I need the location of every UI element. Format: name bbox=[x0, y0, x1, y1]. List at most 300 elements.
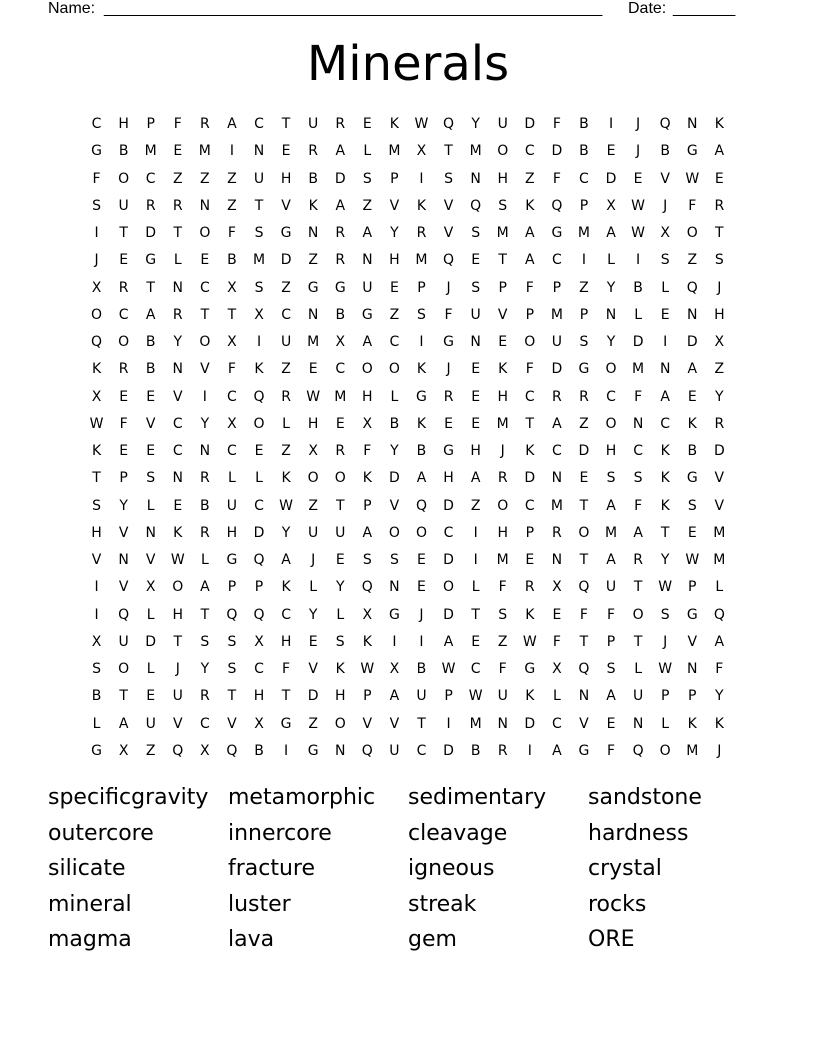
grid-letter: P bbox=[227, 579, 237, 596]
grid-row bbox=[83, 166, 733, 193]
grid-letter: S bbox=[579, 334, 589, 350]
grid-letter: N bbox=[307, 225, 319, 241]
word-list-item: streak bbox=[408, 891, 477, 917]
grid-letter: N bbox=[172, 470, 184, 487]
grid-letter: E bbox=[146, 688, 156, 705]
grid-letter: U bbox=[497, 116, 508, 132]
grid-letter: U bbox=[118, 197, 129, 214]
grid-letter: M bbox=[307, 334, 320, 350]
grid-letter: P bbox=[525, 306, 535, 323]
grid-letter: Z bbox=[389, 306, 400, 323]
grid-letter: V bbox=[362, 715, 373, 732]
grid-letter: A bbox=[714, 633, 725, 650]
grid-letter: Y bbox=[200, 661, 210, 677]
grid-letter: E bbox=[606, 715, 616, 732]
grid-letter: C bbox=[389, 334, 400, 350]
grid-letter: N bbox=[172, 279, 184, 296]
grid-letter: V bbox=[172, 715, 183, 732]
grid-letter: M bbox=[198, 143, 211, 160]
grid-letter: K bbox=[416, 361, 427, 378]
grid-letter: S bbox=[92, 661, 101, 677]
grid-letter: K bbox=[254, 361, 264, 378]
word-list-item: silicate bbox=[48, 856, 126, 881]
grid-letter: B bbox=[416, 443, 427, 459]
grid-letter: H bbox=[280, 170, 292, 187]
grid-letter: A bbox=[335, 197, 346, 214]
grid-letter: I bbox=[229, 143, 234, 160]
grid-letter: V bbox=[91, 552, 102, 568]
date-field[interactable]: _______ bbox=[673, 0, 736, 17]
grid-letter: A bbox=[633, 524, 643, 541]
grid-letter: G bbox=[686, 143, 698, 160]
grid-letter: W bbox=[468, 688, 483, 705]
grid-letter: K bbox=[416, 197, 427, 214]
grid-letter: G bbox=[551, 225, 563, 241]
grid-letter: Q bbox=[253, 388, 265, 405]
grid-letter: U bbox=[226, 497, 238, 514]
grid-letter: F bbox=[227, 225, 236, 241]
grid-letter: U bbox=[632, 688, 644, 705]
grid-letter: K bbox=[687, 715, 697, 732]
grid-letter: H bbox=[497, 388, 508, 405]
grid-letter: X bbox=[227, 334, 237, 350]
word-list-item: cleavage bbox=[408, 820, 508, 846]
grid-letter: Q bbox=[470, 197, 482, 214]
grid-letter: A bbox=[118, 715, 129, 732]
grid-letter: N bbox=[551, 552, 563, 568]
grid-letter: K bbox=[416, 415, 427, 432]
grid-letter: Q bbox=[443, 116, 455, 132]
grid-letter: S bbox=[606, 470, 616, 487]
grid-letter: W bbox=[631, 225, 646, 241]
grid-letter: L bbox=[173, 252, 182, 269]
grid-letter: G bbox=[334, 279, 346, 296]
grid-letter: W bbox=[522, 633, 537, 650]
grid-letter: D bbox=[443, 552, 454, 568]
grid-letter: F bbox=[173, 116, 182, 132]
grid-letter: A bbox=[443, 633, 454, 650]
grid-letter: E bbox=[417, 552, 426, 568]
grid-letter: I bbox=[473, 552, 478, 568]
grid-letter: G bbox=[91, 742, 102, 759]
grid-letter: S bbox=[92, 197, 101, 214]
grid-letter: A bbox=[362, 225, 373, 241]
grid-letter: P bbox=[363, 497, 372, 514]
grid-letter: Q bbox=[91, 334, 103, 350]
word-list bbox=[48, 780, 768, 958]
grid-letter: D bbox=[524, 715, 536, 732]
grid-letter: Y bbox=[715, 688, 724, 705]
grid-letter: Q bbox=[253, 606, 265, 623]
grid-row bbox=[83, 329, 733, 356]
grid-letter: E bbox=[606, 143, 616, 160]
grid-letter: V bbox=[145, 552, 156, 568]
grid-letter: F bbox=[552, 116, 561, 132]
grid-letter: N bbox=[659, 361, 671, 378]
grid-letter: Z bbox=[579, 415, 589, 432]
grid-letter: Y bbox=[281, 524, 291, 541]
grid-letter: L bbox=[471, 579, 480, 596]
grid-letter: M bbox=[334, 388, 347, 405]
grid-letter: E bbox=[471, 415, 481, 432]
grid-letter: C bbox=[633, 443, 643, 459]
grid-letter: T bbox=[660, 524, 670, 541]
grid-letter: V bbox=[118, 579, 129, 596]
grid-letter: Z bbox=[579, 279, 589, 296]
grid-letter: M bbox=[496, 552, 509, 568]
grid-letter: A bbox=[606, 225, 616, 241]
grid-letter: E bbox=[633, 170, 643, 187]
grid-letter: P bbox=[146, 116, 155, 132]
grid-letter: U bbox=[308, 116, 319, 132]
grid-letter: U bbox=[551, 334, 562, 350]
grid-letter: Y bbox=[119, 497, 128, 514]
grid-letter: K bbox=[281, 470, 291, 487]
grid-letter: K bbox=[335, 661, 345, 677]
grid-letter: P bbox=[606, 633, 616, 650]
grid-letter: T bbox=[471, 606, 480, 623]
grid-letter: X bbox=[416, 143, 427, 160]
grid-letter: O bbox=[632, 606, 644, 623]
grid-row bbox=[83, 738, 733, 765]
grid-letter: K bbox=[714, 116, 724, 132]
grid-letter: V bbox=[118, 524, 129, 541]
grid-letter: O bbox=[334, 715, 346, 732]
grid-letter: W bbox=[658, 579, 673, 596]
grid-letter: L bbox=[255, 470, 263, 487]
grid-letter: E bbox=[173, 497, 183, 514]
grid-letter: I bbox=[636, 252, 641, 269]
grid-letter: C bbox=[227, 388, 237, 405]
grid-letter: M bbox=[686, 742, 699, 759]
grid-letter: O bbox=[497, 143, 509, 160]
grid-letter: N bbox=[470, 170, 481, 187]
grid-letter: T bbox=[227, 306, 237, 323]
grid-letter: C bbox=[281, 606, 291, 623]
grid-letter: K bbox=[498, 361, 508, 378]
grid-letter: P bbox=[119, 470, 128, 487]
grid-letter: N bbox=[335, 742, 346, 759]
grid-letter: U bbox=[470, 306, 481, 323]
grid-row bbox=[83, 220, 733, 247]
grid-letter: V bbox=[687, 633, 698, 650]
grid-letter: E bbox=[119, 388, 129, 405]
grid-letter: D bbox=[551, 143, 563, 160]
grid-letter: N bbox=[687, 306, 698, 323]
grid-letter: D bbox=[551, 361, 563, 378]
grid-letter: B bbox=[416, 661, 427, 677]
grid-letter: K bbox=[91, 361, 102, 378]
grid-letter: B bbox=[633, 279, 643, 296]
grid-letter: V bbox=[389, 197, 400, 214]
grid-letter: A bbox=[606, 688, 616, 705]
grid-letter: T bbox=[146, 279, 155, 296]
grid-letter: U bbox=[308, 524, 319, 541]
grid-letter: W bbox=[441, 661, 456, 677]
grid-letter: J bbox=[636, 116, 641, 132]
grid-letter: E bbox=[281, 143, 291, 160]
grid-letter: F bbox=[119, 415, 128, 432]
grid-letter: S bbox=[660, 606, 670, 623]
grid-row bbox=[83, 465, 733, 492]
grid-letter: K bbox=[281, 579, 291, 596]
grid-letter: Y bbox=[308, 606, 318, 623]
grid-letter: B bbox=[470, 742, 481, 759]
grid-row bbox=[83, 193, 733, 220]
grid-letter: G bbox=[307, 279, 319, 296]
grid-letter: G bbox=[361, 306, 373, 323]
grid-letter: X bbox=[254, 633, 264, 650]
grid-letter: Q bbox=[415, 497, 427, 514]
grid-letter: H bbox=[714, 306, 725, 323]
grid-letter: I bbox=[419, 334, 424, 350]
grid-letter: Q bbox=[226, 742, 238, 759]
grid-letter: Z bbox=[281, 361, 291, 378]
grid-letter: O bbox=[686, 225, 698, 241]
grid-row bbox=[83, 602, 733, 629]
grid-letter: D bbox=[253, 524, 265, 541]
grid-letter: D bbox=[145, 633, 157, 650]
grid-letter: S bbox=[417, 306, 426, 323]
grid-letter: M bbox=[632, 361, 645, 378]
grid-letter: E bbox=[525, 552, 535, 568]
grid-letter: B bbox=[579, 116, 589, 132]
grid-letter: A bbox=[606, 497, 616, 514]
grid-letter: K bbox=[660, 470, 670, 487]
grid-letter: D bbox=[578, 443, 590, 459]
grid-letter: Q bbox=[118, 606, 130, 623]
grid-letter: Z bbox=[281, 443, 291, 459]
grid-letter: C bbox=[281, 306, 291, 323]
grid-letter: C bbox=[416, 742, 427, 759]
grid-letter: C bbox=[579, 170, 589, 187]
grid-letter: Z bbox=[524, 170, 535, 187]
word-list-item: magma bbox=[48, 927, 132, 952]
grid-letter: H bbox=[226, 524, 238, 541]
grid-letter: V bbox=[145, 415, 156, 432]
grid-letter: E bbox=[660, 306, 670, 323]
grid-letter: Y bbox=[200, 415, 210, 432]
grid-letter: L bbox=[634, 306, 642, 323]
grid-letter: E bbox=[146, 443, 156, 459]
grid-letter: L bbox=[309, 579, 318, 596]
grid-letter: T bbox=[92, 470, 101, 487]
grid-letter: X bbox=[714, 334, 725, 350]
grid-letter: P bbox=[579, 197, 589, 214]
grid-letter: W bbox=[658, 661, 673, 677]
grid-letter: B bbox=[579, 143, 589, 160]
grid-letter: W bbox=[89, 415, 104, 432]
grid-letter: P bbox=[688, 688, 697, 705]
grid-letter: F bbox=[552, 170, 561, 187]
grid-letter: N bbox=[199, 443, 211, 459]
grid-letter: E bbox=[308, 361, 318, 378]
grid-letter: O bbox=[199, 225, 211, 241]
grid-letter: P bbox=[579, 306, 589, 323]
grid-letter: B bbox=[254, 742, 264, 759]
grid-letter: R bbox=[416, 225, 427, 241]
grid-letter: J bbox=[446, 279, 451, 296]
word-list-item: mineral bbox=[48, 891, 132, 917]
grid-letter: R bbox=[145, 197, 156, 214]
grid-letter: R bbox=[335, 443, 346, 459]
grid-letter: T bbox=[444, 143, 453, 160]
grid-letter: O bbox=[172, 579, 184, 596]
grid-letter: E bbox=[335, 415, 345, 432]
grid-letter: Z bbox=[200, 170, 210, 187]
grid-letter: B bbox=[308, 170, 318, 187]
grid-letter: U bbox=[145, 715, 156, 732]
grid-row bbox=[83, 111, 733, 138]
grid-letter: M bbox=[496, 415, 509, 432]
grid-letter: N bbox=[687, 661, 698, 677]
grid-letter: D bbox=[713, 443, 725, 459]
grid-letter: H bbox=[253, 688, 265, 705]
grid-letter: N bbox=[118, 552, 129, 568]
grid-letter: A bbox=[687, 361, 698, 378]
grid-letter: N bbox=[470, 334, 481, 350]
grid-letter: Y bbox=[606, 334, 616, 350]
grid-letter: C bbox=[443, 524, 454, 541]
grid-letter: M bbox=[577, 225, 590, 241]
grid-row bbox=[83, 438, 733, 465]
grid-letter: B bbox=[145, 361, 156, 378]
grid-letter: B bbox=[335, 306, 346, 323]
grid-letter: G bbox=[524, 661, 536, 677]
grid-letter: X bbox=[606, 197, 616, 214]
grid-letter: J bbox=[663, 633, 668, 650]
grid-letter: Q bbox=[659, 116, 671, 132]
grid-letter: H bbox=[172, 606, 184, 623]
grid-letter: T bbox=[633, 579, 643, 596]
date-label: Date: bbox=[628, 0, 667, 17]
grid-letter: G bbox=[91, 143, 102, 160]
grid-row bbox=[83, 520, 733, 547]
grid-letter: M bbox=[469, 715, 482, 732]
grid-letter: U bbox=[362, 279, 373, 296]
grid-letter: V bbox=[227, 715, 237, 732]
grid-letter: R bbox=[714, 197, 725, 214]
grid-letter: J bbox=[500, 443, 505, 459]
grid-letter: R bbox=[579, 388, 589, 405]
grid-letter: E bbox=[471, 252, 481, 269]
grid-letter: R bbox=[552, 524, 562, 541]
grid-letter: N bbox=[145, 524, 156, 541]
grid-letter: U bbox=[389, 742, 400, 759]
grid-letter: A bbox=[525, 252, 535, 269]
name-field[interactable]: ________________________________________________________ bbox=[104, 0, 603, 17]
grid-letter: L bbox=[661, 715, 670, 732]
grid-letter: T bbox=[119, 225, 128, 241]
grid-letter: R bbox=[335, 252, 346, 269]
grid-letter: J bbox=[419, 606, 424, 623]
grid-letter: Q bbox=[686, 279, 698, 296]
grid-letter: F bbox=[688, 197, 697, 214]
grid-letter: C bbox=[254, 497, 264, 514]
grid-letter: C bbox=[172, 443, 183, 459]
grid-letter: V bbox=[200, 361, 210, 378]
grid-row bbox=[83, 384, 733, 411]
word-list-item: sedimentary bbox=[408, 785, 547, 810]
grid-letter: C bbox=[199, 279, 210, 296]
grid-letter: C bbox=[335, 361, 346, 378]
grid-letter: W bbox=[306, 388, 321, 405]
grid-letter: F bbox=[606, 742, 616, 759]
grid-letter: D bbox=[632, 334, 644, 350]
grid-letter: I bbox=[202, 388, 207, 405]
grid-letter: T bbox=[200, 306, 210, 323]
grid-letter: H bbox=[362, 388, 373, 405]
grid-letter: G bbox=[145, 252, 157, 269]
grid-letter: R bbox=[199, 470, 210, 487]
grid-letter: C bbox=[524, 388, 535, 405]
grid-letter: O bbox=[118, 170, 130, 187]
grid-letter: Y bbox=[390, 225, 399, 241]
grid-letter: N bbox=[605, 306, 617, 323]
grid-letter: W bbox=[685, 552, 700, 568]
grid-letter: O bbox=[388, 361, 400, 378]
grid-letter: W bbox=[170, 552, 185, 568]
grid-letter: W bbox=[414, 116, 429, 132]
grid-letter: R bbox=[199, 688, 210, 705]
grid-letter: I bbox=[527, 742, 532, 759]
grid-letter: L bbox=[552, 688, 561, 705]
grid-letter: U bbox=[605, 579, 617, 596]
grid-letter: V bbox=[497, 306, 508, 323]
grid-letter: U bbox=[118, 633, 129, 650]
grid-letter: E bbox=[714, 170, 724, 187]
grid-letter: N bbox=[687, 116, 698, 132]
grid-letter: A bbox=[606, 552, 616, 568]
grid-letter: D bbox=[443, 497, 454, 514]
grid-letter: M bbox=[604, 524, 618, 541]
grid-letter: G bbox=[443, 334, 454, 350]
word-list-item: igneous bbox=[408, 856, 495, 881]
grid-letter: R bbox=[714, 415, 725, 432]
grid-letter: T bbox=[498, 252, 507, 269]
grid-letter: F bbox=[634, 388, 643, 405]
grid-letter: J bbox=[663, 197, 668, 214]
grid-letter: E bbox=[173, 143, 183, 160]
grid-letter: O bbox=[334, 470, 346, 487]
grid-letter: G bbox=[578, 742, 590, 759]
grid-letter: S bbox=[498, 606, 508, 623]
grid-letter: R bbox=[118, 361, 129, 378]
word-search-grid bbox=[83, 111, 733, 765]
grid-row bbox=[83, 683, 733, 710]
grid-letter: F bbox=[579, 606, 588, 623]
grid-letter: T bbox=[227, 688, 237, 705]
grid-letter: D bbox=[443, 606, 454, 623]
grid-letter: H bbox=[497, 170, 508, 187]
grid-letter: E bbox=[200, 252, 210, 269]
grid-letter: X bbox=[552, 661, 562, 677]
grid-letter: Q bbox=[226, 606, 238, 623]
grid-letter: O bbox=[443, 579, 455, 596]
grid-letter: T bbox=[200, 606, 210, 623]
grid-letter: T bbox=[173, 633, 183, 650]
grid-letter: I bbox=[284, 742, 289, 759]
grid-letter: O bbox=[605, 361, 617, 378]
grid-letter: C bbox=[660, 415, 671, 432]
grid-letter: D bbox=[280, 252, 292, 269]
grid-letter: L bbox=[282, 415, 290, 432]
grid-letter: X bbox=[660, 225, 670, 241]
grid-letter: M bbox=[496, 225, 509, 241]
grid-letter: W bbox=[360, 661, 375, 677]
grid-letter: G bbox=[280, 715, 292, 732]
grid-letter: V bbox=[172, 388, 183, 405]
